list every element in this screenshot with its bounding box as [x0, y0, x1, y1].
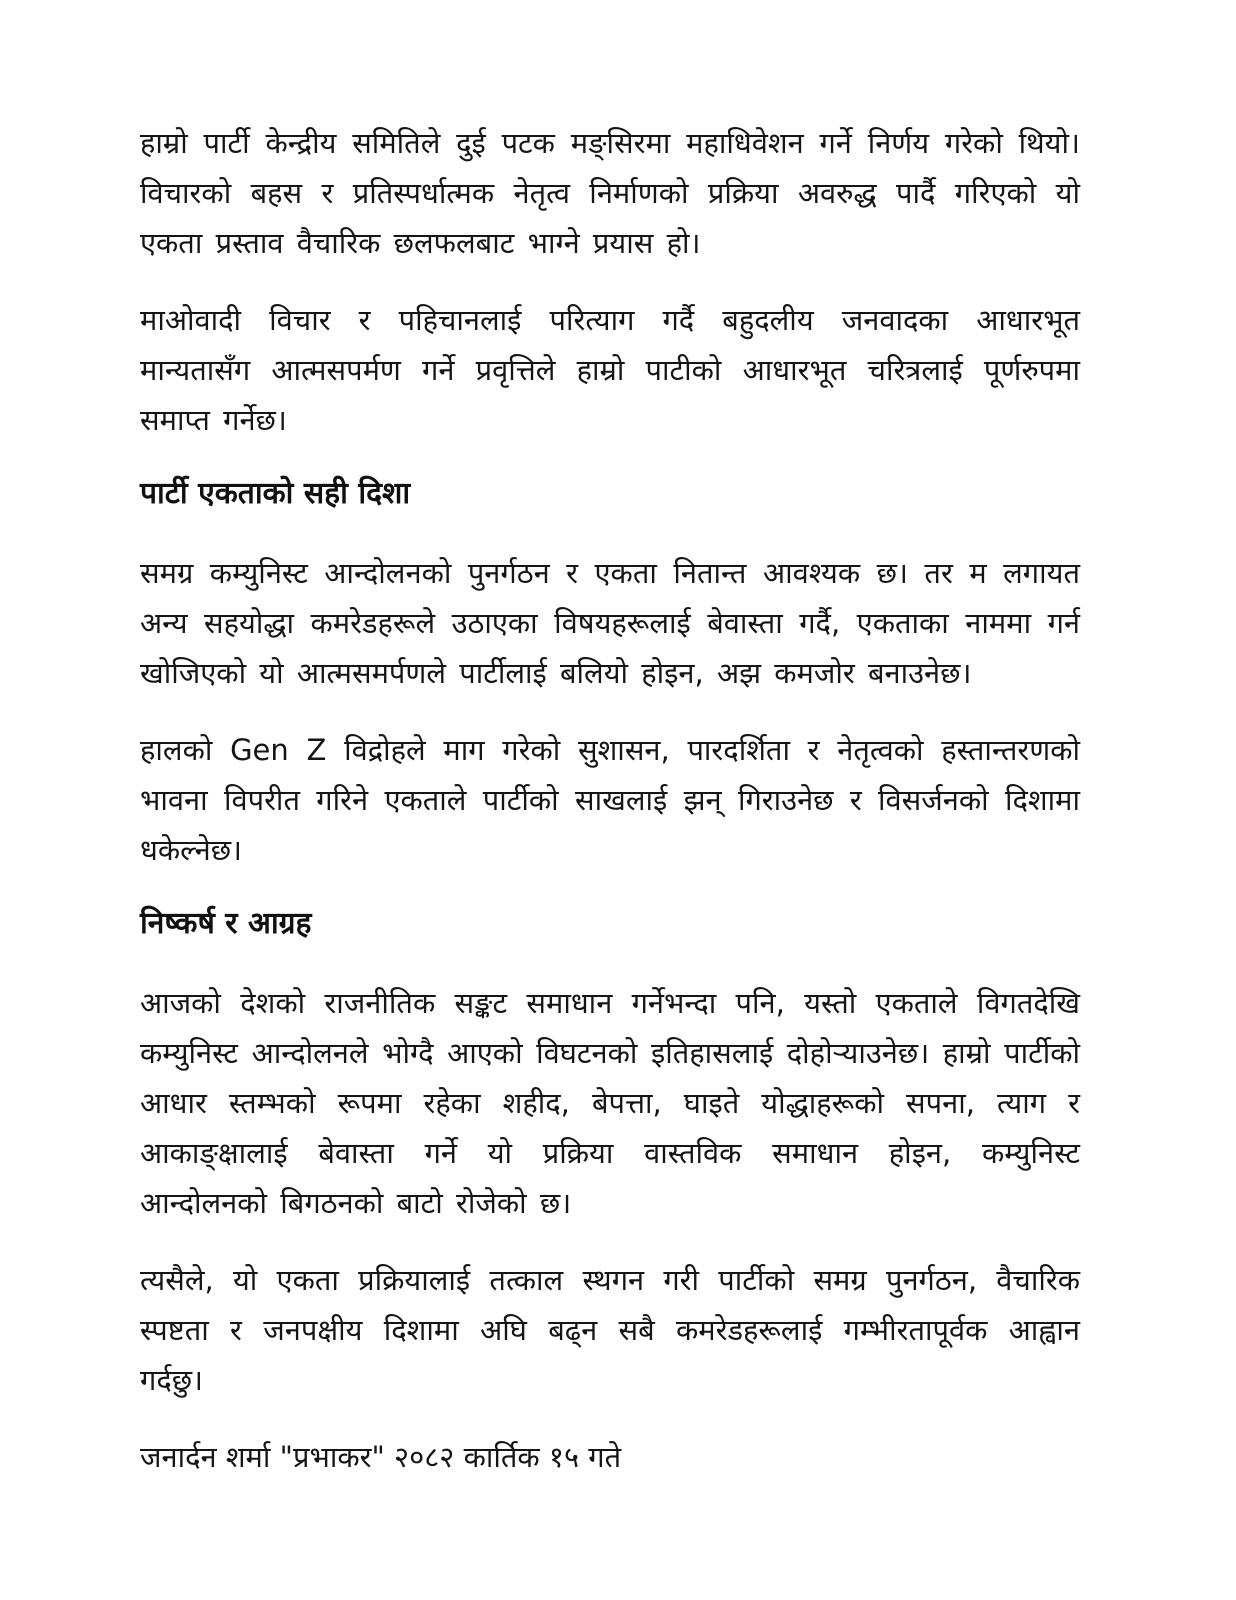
paragraph-maoist-identity: माओवादी विचार र पहिचानलाई परित्याग गर्दै बहुदलीय जनवादका आधारभूत मान्यतासँग आत्मसपर्मण गर्ने प्रवृत्तिले हाम्रो पाटीको आधारभूत चरित्रलाई पूर्णरुपमा समाप्त गर्नेछ।	[140, 303, 1080, 437]
section-heading-conclusion: निष्कर्ष र आग्रह	[140, 906, 312, 941]
paragraph-call-to-action: त्यसैले, यो एकता प्रक्रियालाई तत्काल स्थगन गरी पार्टीको समग्र पुनर्गठन, वैचारिक स्पष्टता र जनपक्षीय दिशामा अघि बढ्न सबै कमरेडहरूलाई गम्भीरतापूर्वक आह्वान गर्दछु।	[140, 1263, 1080, 1397]
paragraph-communist-movement: समग्र कम्युनिस्ट आन्दोलनको पुनर्गठन र एकता नितान्त आवश्यक छ। तर म लगायत अन्य सहयोद्धा कमरेडहरूले उठाएका विषयहरूलाई बेवास्ता गर्दै, एकताका नाममा गर्न खोजिएको यो आत्मसमर्पणले पार्टीलाई बलियो होइन, अझ कमजोर बनाउनेछ।	[140, 556, 1080, 690]
paragraph-genz-revolt: हालको Gen Z विद्रोहले माग गरेको सुशासन, पारदर्शिता र नेतृत्वको हस्तान्तरणको भावना विपरीत गरिने एकताले पार्टीको साखलाई झन् गिराउनेछ र विसर्जनको दिशामा धकेल्नेछ।	[140, 733, 1080, 867]
signature-line: जनार्दन शर्मा "प्रभाकर" २०८२ कार्तिक १५ गते	[140, 1440, 622, 1474]
paragraph-party-decision: हाम्रो पार्टी केन्द्रीय समितिले दुई पटक मङ्सिरमा महाधिवेशन गर्ने निर्णय गरेको थियो। विचारको बहस र प्रतिस्पर्धात्मक नेतृत्व निर्माणको प्रक्रिया अवरुद्ध पार्दै गरिएको यो एकता प्रस्ताव वैचारिक छलफलबाट भाग्ने प्रयास हो।	[140, 126, 1080, 260]
paragraph-political-crisis: आजको देशको राजनीतिक सङ्कट समाधान गर्नेभन्दा पनि, यस्तो एकताले विगतदेखि कम्युनिस्ट आन्दोलनले भोग्दै आएको विघटनको इतिहासलाई दोहोऱ्याउनेछ। हाम्रो पार्टीको आधार स्तम्भको रूपमा रहेका शहीद, बेपत्ता, घाइते योद्धाहरूको सपना, त्याग र आकाङ्क्षालाई बेवास्ता गर्ने यो प्रक्रिया वास्तविक समाधान होइन, कम्युनिस्ट आन्दोलनको बिगठनको बाटो रोजेको छ।	[140, 986, 1080, 1220]
section-heading-party-unity: पार्टी एकताको सही दिशा	[140, 476, 411, 511]
